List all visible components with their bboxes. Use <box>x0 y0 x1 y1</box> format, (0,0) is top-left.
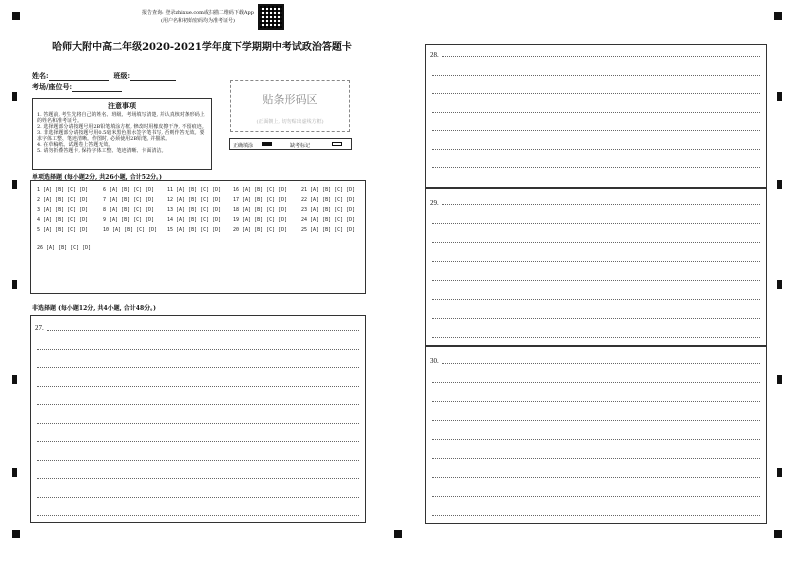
question-number: 29. <box>430 199 439 207</box>
question-number: 27. <box>35 324 44 332</box>
notice-title: 注意事项 <box>108 101 136 110</box>
page-title: 哈师大附中高二年级2020-2021学年度下学期期中考试政治答题卡 <box>52 42 352 53</box>
corner-marker <box>12 530 20 538</box>
answer-line <box>432 261 760 262</box>
mcq-box <box>30 180 366 294</box>
barcode-area <box>230 80 350 132</box>
missing-mark-label: 缺考标记 <box>290 143 311 149</box>
edge-marker <box>12 468 17 477</box>
notice-list <box>37 112 207 154</box>
answer-line <box>432 477 760 478</box>
corner-marker <box>774 530 782 538</box>
question-number: 28. <box>430 51 439 59</box>
class-label: 班级: <box>113 71 131 80</box>
answer-line <box>432 167 760 168</box>
edge-marker <box>12 92 17 101</box>
answer-line <box>432 496 760 497</box>
answer-line <box>432 458 760 459</box>
edge-marker <box>12 375 17 384</box>
answer-line <box>37 441 359 442</box>
answer-line <box>37 460 359 461</box>
mcq-heading: 单项选择题 (每小题2分, 共26小题, 合计52分。) <box>32 174 162 181</box>
mcq-column[interactable]: 16 [A] [B] [C] [D] 17 [A] [B] [C] [D] 18 [A] [B] [C] [D] 19 [A] [B] [C] [D] 20 [A] [B] [C] [D] <box>233 187 288 233</box>
edge-marker <box>777 468 782 477</box>
answer-line <box>37 404 359 405</box>
report-query-subtext: (用户名和初始密码均为准考证号) <box>161 18 235 24</box>
answer-line <box>432 75 760 76</box>
answer-line <box>442 204 760 205</box>
answer-line <box>432 515 760 516</box>
answer-line <box>37 478 359 479</box>
answer-line <box>432 382 760 383</box>
name-label: 姓名: <box>32 71 49 80</box>
edge-marker <box>777 375 782 384</box>
answer-line <box>432 223 760 224</box>
answer-line <box>432 420 760 421</box>
mcq-column[interactable]: 1 [A] [B] [C] [D] 2 [A] [B] [C] [D] 3 [A] [B] [C] [D] 4 [A] [B] [C] [D] 5 [A] [B] [C] [D] <box>37 187 89 233</box>
answer-line <box>37 386 359 387</box>
answer-line <box>432 299 760 300</box>
notice-box <box>32 98 212 170</box>
answer-box-30[interactable] <box>425 346 767 524</box>
answer-line <box>432 149 760 150</box>
corner-marker <box>394 530 402 538</box>
notice-item: 1. 答题前, 考生先将自己的姓名、班级、考场填写清楚, 并认真核对条形码上的姓名和准考证号。 <box>37 112 205 124</box>
essay-heading: 非选择题 (每小题12分, 共4小题, 合计48分。) <box>32 305 156 312</box>
missing-checkbox[interactable] <box>332 142 342 146</box>
answer-line <box>432 242 760 243</box>
edge-marker <box>777 280 782 289</box>
answer-line <box>432 93 760 94</box>
mcq-column[interactable]: 26 [A] [B] [C] [D] <box>37 245 92 251</box>
answer-line <box>37 423 359 424</box>
answer-line <box>37 515 359 516</box>
answer-box-29[interactable] <box>425 188 767 346</box>
answer-line <box>432 112 760 113</box>
answer-line <box>432 439 760 440</box>
answer-line <box>432 318 760 319</box>
answer-box-27[interactable] <box>30 315 366 523</box>
answer-line <box>432 337 760 338</box>
seat-field[interactable] <box>32 82 122 92</box>
question-number: 30. <box>430 357 439 365</box>
mark-legend <box>229 138 352 150</box>
answer-line <box>37 367 359 368</box>
answer-line <box>432 130 760 131</box>
qr-code-icon <box>258 4 284 30</box>
notice-item: 5. 请勿折叠答题卡, 保持字体工整、笔迹清晰、卡面清洁。 <box>37 148 167 154</box>
answer-line <box>37 497 359 498</box>
answer-box-28[interactable] <box>425 44 767 188</box>
filled-mark-icon <box>262 142 272 146</box>
report-query-text: 报告查询: 登录zhixue.com或扫描二维码下载App <box>142 10 254 16</box>
answer-line <box>432 280 760 281</box>
edge-marker <box>12 180 17 189</box>
mcq-column[interactable]: 6 [A] [B] [C] [D] 7 [A] [B] [C] [D] 8 [A] [B] [C] [D] 9 [A] [B] [C] [D] 10 [A] [B] [C] [D] <box>103 187 158 233</box>
answer-line <box>37 349 359 350</box>
mcq-column[interactable]: 21 [A] [B] [C] [D] 22 [A] [B] [C] [D] 23 [A] [B] [C] [D] 24 [A] [B] [C] [D] 25 [A] [B] [C] [D] <box>301 187 356 233</box>
mcq-column[interactable]: 11 [A] [B] [C] [D] 12 [A] [B] [C] [D] 13 [A] [B] [C] [D] 14 [A] [B] [C] [D] 15 [A] [B] [C] [D] <box>167 187 222 233</box>
answer-line <box>442 56 760 57</box>
seat-label: 考场/座位号: <box>32 82 73 91</box>
corner-marker <box>774 12 782 20</box>
answer-line <box>432 401 760 402</box>
barcode-note: (正面朝上, 切勿贴出虚线方框) <box>256 119 324 125</box>
barcode-title: 贴条形码区 <box>262 93 318 106</box>
notice-item: 2. 选择题部分请按题号用2B铅笔填涂方框, 修改时用橡皮擦干净, 不留痕迹。 <box>37 124 207 130</box>
notice-item: 3. 非选择题部分请按题号用0.5毫米黑色墨水签字笔书写, 否则作答无效。要求字体工整、笔迹清晰。作图时, 必须使用2B铅笔, 并描浓。 <box>37 130 205 142</box>
edge-marker <box>777 180 782 189</box>
edge-marker <box>12 280 17 289</box>
answer-line <box>47 330 359 331</box>
notice-item: 4. 在草稿纸、试题卷上答题无效。 <box>37 142 114 148</box>
name-field[interactable] <box>32 71 176 81</box>
answer-line <box>442 363 760 364</box>
corner-marker <box>12 12 20 20</box>
correct-mark-label: 正确填涂 <box>233 143 254 149</box>
edge-marker <box>777 92 782 101</box>
